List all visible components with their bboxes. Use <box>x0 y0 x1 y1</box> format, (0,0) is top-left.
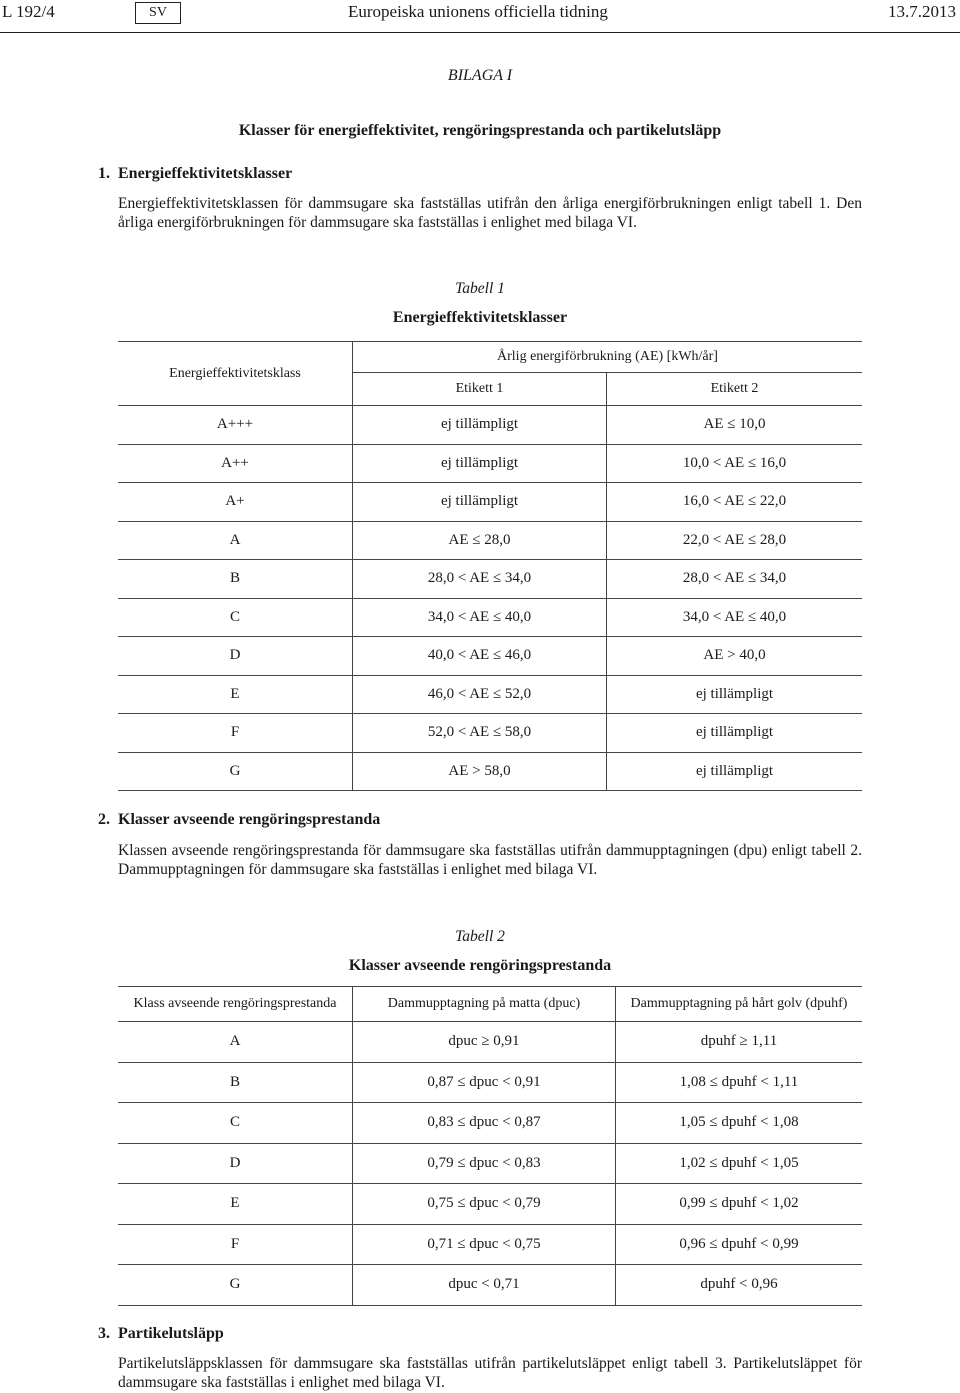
value-cell-2: ej tillämpligt <box>607 714 863 753</box>
table2-header-hard-floor: Dammupptagning på hårt golv (dpuhf) <box>616 987 863 1022</box>
section3-heading: Partikelutsläpp <box>118 1325 224 1342</box>
class-cell: G <box>118 1265 353 1306</box>
table1-row <box>118 521 862 560</box>
table2-row <box>118 1224 862 1265</box>
value-cell-1: dpuc < 0,71 <box>353 1265 616 1306</box>
page-reference: L 192/4 <box>2 2 55 21</box>
value-cell-2: 0,99 ≤ dpuhf < 1,02 <box>616 1184 863 1225</box>
value-cell-2: 0,96 ≤ dpuhf < 0,99 <box>616 1224 863 1265</box>
class-cell: F <box>118 714 353 753</box>
section3-number: 3. <box>98 1325 110 1342</box>
value-cell-2: 1,08 ≤ dpuhf < 1,11 <box>616 1062 863 1103</box>
value-cell-1: AE ≤ 28,0 <box>353 521 607 560</box>
table2-caption: Tabell 2 <box>455 928 505 945</box>
section1-text: Energieffektivitetsklassen för dammsugare ska fastställas utifrån den årliga energiförbrukningen enligt tabell 1. Den årliga energiförbrukningen för dammsugare ska fastställas i enlighet med bilaga VI. <box>118 195 862 231</box>
value-cell-2: ej tillämpligt <box>607 675 863 714</box>
section2-text: Klassen avseende rengöringsprestanda för dammsugare ska fastställas utifrån dammupptagningen (dpu) enligt tabell 2. Dammupptagningen för dammsugare ska fastställas i enlighet med bilaga VI. <box>118 842 862 878</box>
table2-row <box>118 1103 862 1144</box>
value-cell-2: 28,0 < AE ≤ 34,0 <box>607 560 863 599</box>
table2-row <box>118 1265 862 1306</box>
class-cell: B <box>118 1062 353 1103</box>
energy-class-table <box>118 341 862 791</box>
section2-heading: Klasser avseende rengöringsprestanda <box>118 811 381 828</box>
class-cell: F <box>118 1224 353 1265</box>
table1-header-label2: Etikett 2 <box>607 373 863 406</box>
value-cell-2: ej tillämpligt <box>607 752 863 791</box>
table1-caption: Tabell 1 <box>455 280 505 297</box>
value-cell-1: 0,71 ≤ dpuc < 0,75 <box>353 1224 616 1265</box>
table2-title: Klasser avseende rengöringsprestanda <box>348 957 612 974</box>
value-cell-1: 34,0 < AE ≤ 40,0 <box>353 598 607 637</box>
class-cell: C <box>118 1103 353 1144</box>
journal-title: Europeiska unionens officiella tidning <box>348 2 608 21</box>
class-cell: B <box>118 560 353 599</box>
section1-heading: Energieffektivitetsklasser <box>118 165 293 182</box>
table2-row <box>118 1143 862 1184</box>
value-cell-2: 1,05 ≤ dpuhf < 1,08 <box>616 1103 863 1144</box>
value-cell-1: 46,0 < AE ≤ 52,0 <box>353 675 607 714</box>
class-cell: A <box>118 1022 353 1063</box>
class-cell: A <box>118 521 353 560</box>
table1-header-class: Energieffektivitetsklass <box>118 342 353 406</box>
table1-row <box>118 752 862 791</box>
table1-row <box>118 406 862 445</box>
value-cell-2: 22,0 < AE ≤ 28,0 <box>607 521 863 560</box>
class-cell: C <box>118 598 353 637</box>
table2-header-carpet: Dammupptagning på matta (dpuc) <box>353 987 616 1022</box>
value-cell-2: 16,0 < AE ≤ 22,0 <box>607 483 863 522</box>
value-cell-1: 28,0 < AE ≤ 34,0 <box>353 560 607 599</box>
value-cell-1: ej tillämpligt <box>353 444 607 483</box>
value-cell-1: 0,79 ≤ dpuc < 0,83 <box>353 1143 616 1184</box>
class-cell: A+++ <box>118 406 353 445</box>
class-cell: G <box>118 752 353 791</box>
table1-row <box>118 675 862 714</box>
class-cell: E <box>118 675 353 714</box>
table2-row <box>118 1062 862 1103</box>
section2-number: 2. <box>98 811 110 828</box>
annex-label: BILAGA I <box>447 67 513 84</box>
table1-row <box>118 714 862 753</box>
class-cell: D <box>118 1143 353 1184</box>
table1-row <box>118 483 862 522</box>
class-cell: A++ <box>118 444 353 483</box>
section3-text: Partikelutsläppsklassen för dammsugare ska fastställas utifrån partikelutsläppet enligt tabell 3. Partikelutsläppet för dammsugare ska fastställas i enlighet med bilaga VI. <box>118 1355 862 1391</box>
table2-row <box>118 1022 862 1063</box>
value-cell-2: 10,0 < AE ≤ 16,0 <box>607 444 863 483</box>
table1-row <box>118 444 862 483</box>
section1-number: 1. <box>98 165 110 182</box>
header-rule <box>0 32 960 33</box>
language-badge: SV <box>135 2 181 24</box>
class-cell: E <box>118 1184 353 1225</box>
value-cell-1: 0,75 ≤ dpuc < 0,79 <box>353 1184 616 1225</box>
annex-title: Klasser för energieffektivitet, rengöringsprestanda och partikelutsläpp <box>238 122 722 139</box>
table1-title: Energieffektivitetsklasser <box>392 309 568 326</box>
value-cell-1: dpuc ≥ 0,91 <box>353 1022 616 1063</box>
table1-row <box>118 560 862 599</box>
value-cell-2: dpuhf < 0,96 <box>616 1265 863 1306</box>
value-cell-1: ej tillämpligt <box>353 406 607 445</box>
value-cell-1: 0,87 ≤ dpuc < 0,91 <box>353 1062 616 1103</box>
value-cell-1: 40,0 < AE ≤ 46,0 <box>353 637 607 676</box>
value-cell-2: AE ≤ 10,0 <box>607 406 863 445</box>
table2-header-class: Klass avseende rengöringsprestanda <box>118 987 353 1022</box>
table1-row <box>118 637 862 676</box>
cleaning-class-table <box>118 986 862 1306</box>
value-cell-2: dpuhf ≥ 1,11 <box>616 1022 863 1063</box>
table1-header-annual-consumption: Årlig energiförbrukning (AE) [kWh/år] <box>353 342 863 373</box>
value-cell-1: 0,83 ≤ dpuc < 0,87 <box>353 1103 616 1144</box>
value-cell-1: ej tillämpligt <box>353 483 607 522</box>
class-cell: A+ <box>118 483 353 522</box>
value-cell-2: AE > 40,0 <box>607 637 863 676</box>
value-cell-2: 34,0 < AE ≤ 40,0 <box>607 598 863 637</box>
value-cell-1: AE > 58,0 <box>353 752 607 791</box>
table2-row <box>118 1184 862 1225</box>
publication-date: 13.7.2013 <box>888 2 956 21</box>
value-cell-1: 52,0 < AE ≤ 58,0 <box>353 714 607 753</box>
value-cell-2: 1,02 ≤ dpuhf < 1,05 <box>616 1143 863 1184</box>
class-cell: D <box>118 637 353 676</box>
table1-header-label1: Etikett 1 <box>353 373 607 406</box>
table1-row <box>118 598 862 637</box>
